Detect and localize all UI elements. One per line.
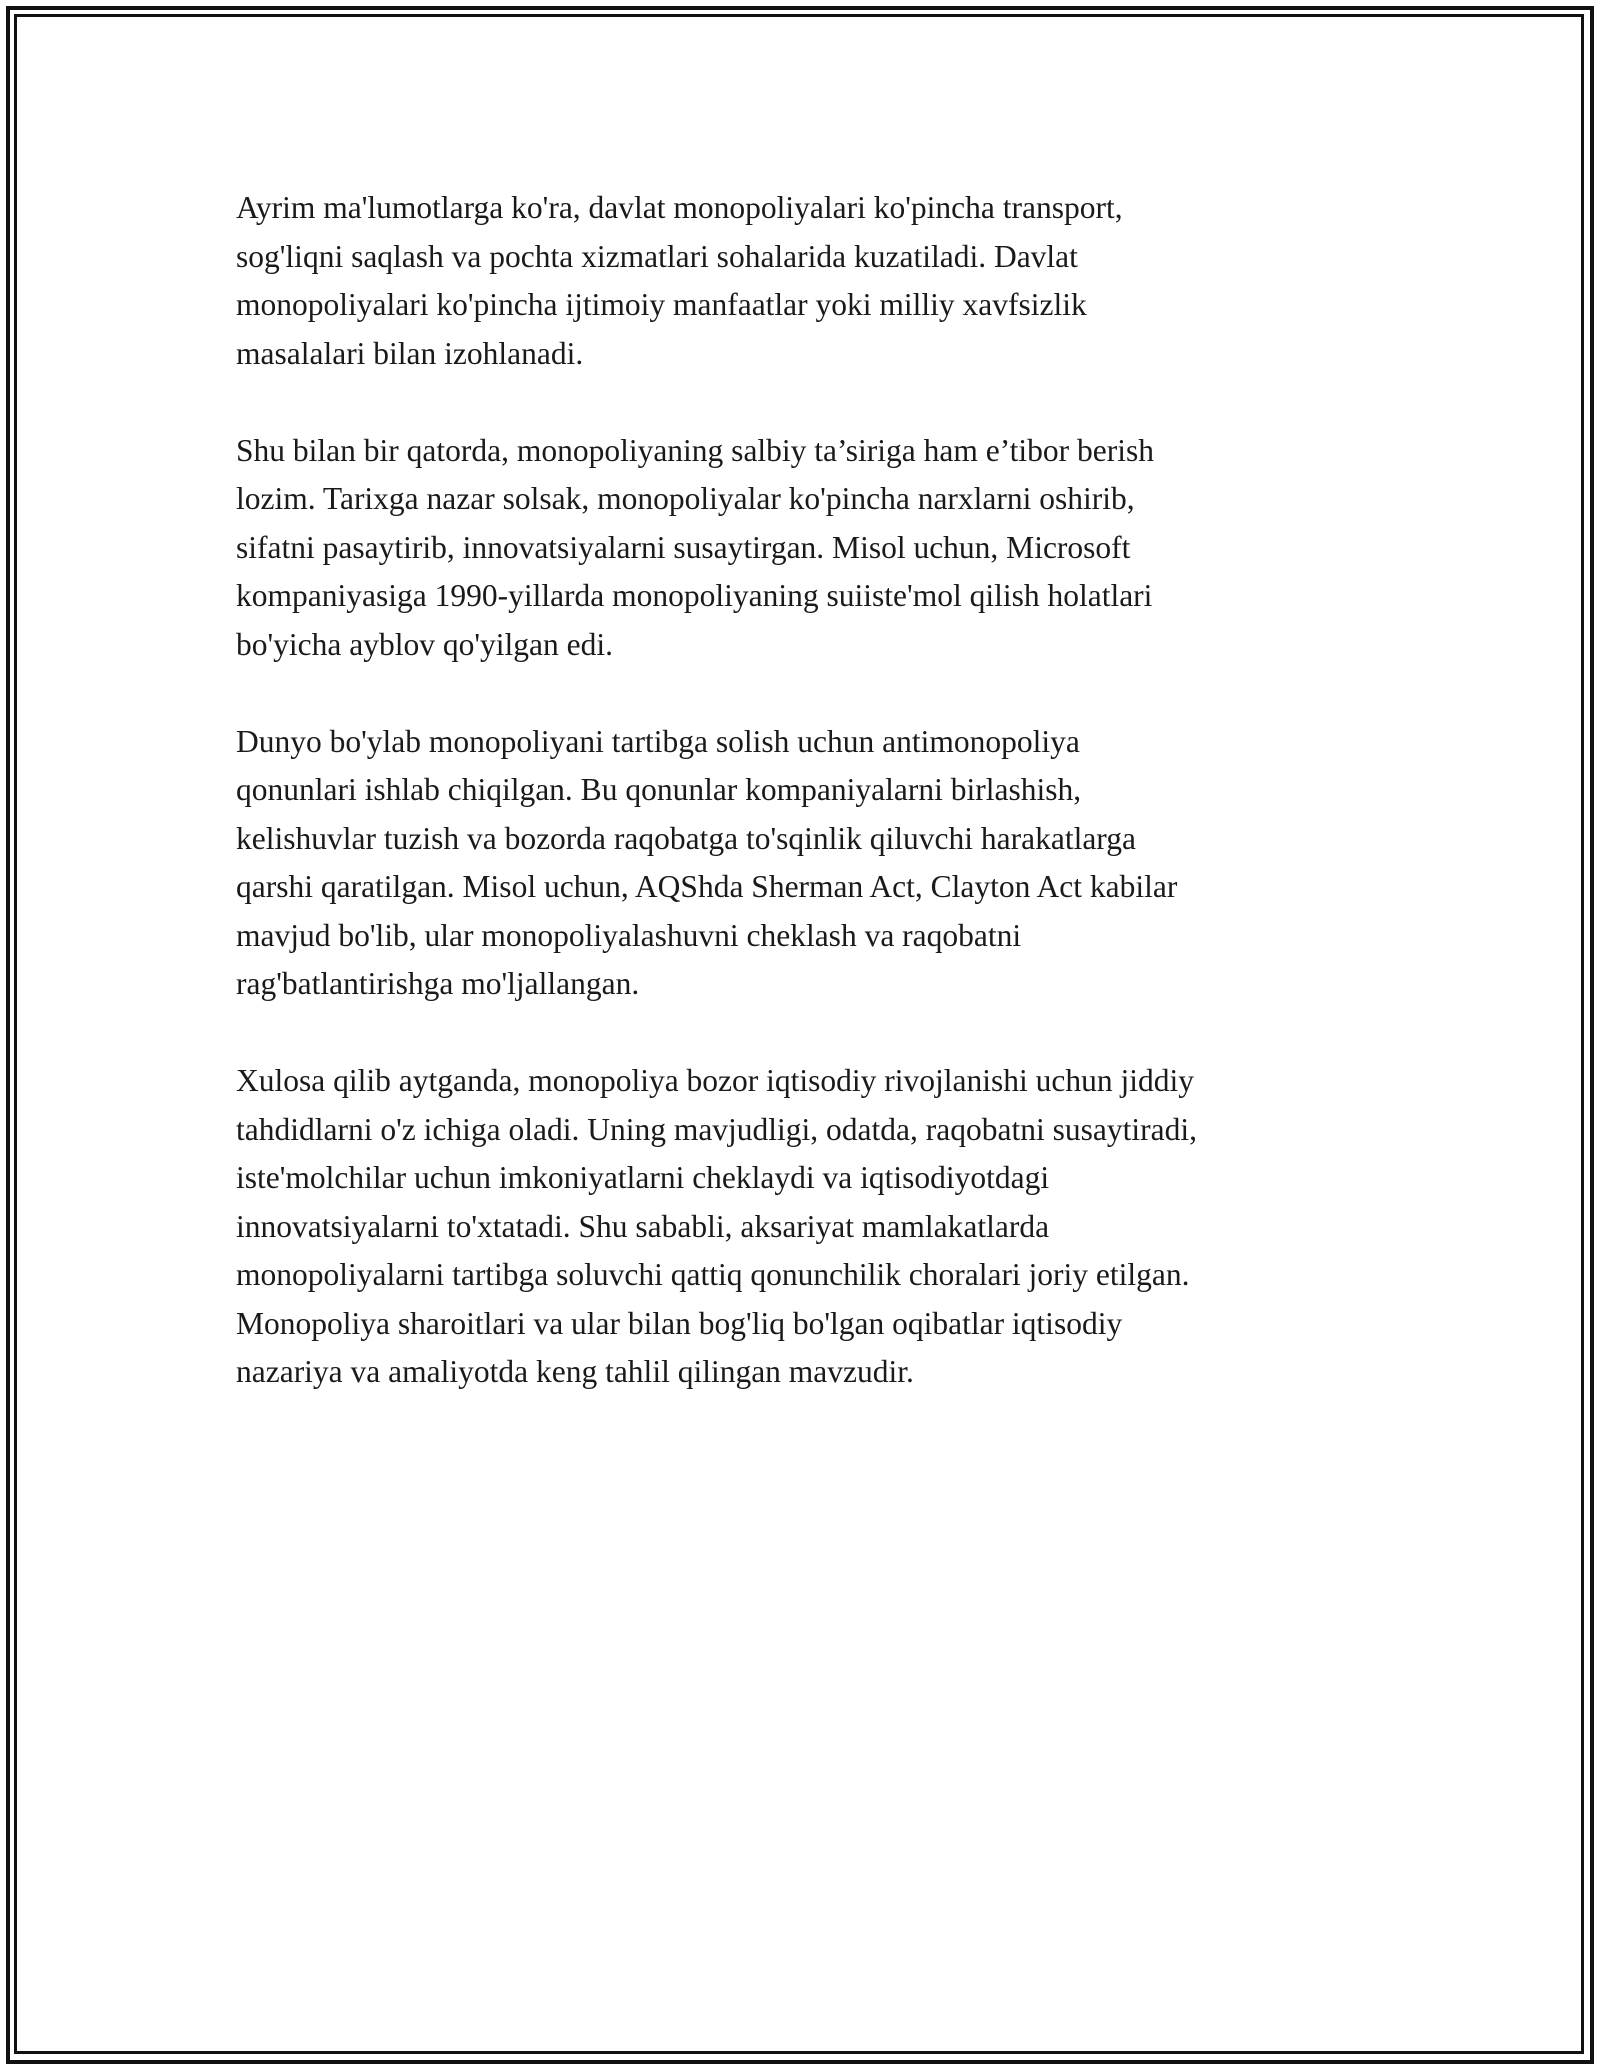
text-line: monopoliyalari ko'pincha ijtimoiy manfaatlar yoki milliy xavfsizlik	[236, 287, 1087, 322]
paragraph-2	[236, 427, 1376, 670]
paragraph-4	[236, 1057, 1376, 1397]
text-line: kelishuvlar tuzish va bozorda raqobatga to'sqinlik qiluvchi harakatlarga	[236, 820, 1136, 856]
text-line: mavjud bo'lib, ular monopoliyalashuvni cheklash va raqobatni	[236, 917, 1022, 953]
text-line: qarshi qaratilgan. Misol uchun, AQShda Sherman Act, Clayton Act kabilar	[236, 869, 1178, 904]
text-line: innovatsiyalarni to'xtatadi. Shu sababli, aksariyat mamlakatlarda	[236, 1208, 1050, 1244]
text-line: lozim. Tarixga nazar solsak, monopoliyalar ko'pincha narxlarni oshirib,	[236, 481, 1135, 516]
text-line: qonunlari ishlab chiqilgan. Bu qonunlar kompaniyalarni birlashish,	[236, 772, 1082, 807]
paragraph-3	[236, 718, 1376, 1009]
document-body	[236, 184, 1376, 1445]
text-line: masalalari bilan izohlanadi.	[236, 335, 584, 371]
text-line: nazariya va amaliyotda keng tahlil qilingan mavzudir.	[236, 1354, 914, 1389]
text-line: monopoliyalarni tartibga soluvchi qattiq qonunchilik choralari joriy etilgan.	[236, 1257, 1190, 1292]
text-line: bo'yicha ayblov qo'yilgan edi.	[236, 626, 614, 662]
text-line: Monopoliya sharoitlari va ular bilan bog'liq bo'lgan oqibatlar iqtisodiy	[236, 1305, 1123, 1341]
text-line: Ayrim ma'lumotlarga ko'ra, davlat monopoliyalari ko'pincha transport,	[236, 190, 1123, 225]
text-line: sog'liqni saqlash va pochta xizmatlari sohalarida kuzatiladi. Davlat	[236, 238, 1078, 274]
text-line: kompaniyasiga 1990-yillarda monopoliyaning suiiste'mol qilish holatlari	[236, 578, 1153, 613]
text-line: Dunyo bo'ylab monopoliyani tartibga solish uchun antimonopoliya	[236, 723, 1080, 759]
text-line: Shu bilan bir qatorda, monopoliyaning salbiy ta’siriga ham e’tibor berish	[236, 432, 1155, 468]
text-line: rag'batlantirishga mo'ljallangan.	[236, 966, 640, 1001]
text-line: tahdidlarni o'z ichiga oladi. Uning mavjudligi, odatda, raqobatni susaytiradi,	[236, 1111, 1197, 1147]
text-line: sifatni pasaytirib, innovatsiyalarni susaytirgan. Misol uchun, Microsoft	[236, 529, 1131, 565]
text-line: iste'molchilar uchun imkoniyatlarni cheklaydi va iqtisodiyotdagi	[236, 1160, 1050, 1195]
text-line: Xulosa qilib aytganda, monopoliya bozor iqtisodiy rivojlanishi uchun jiddiy	[236, 1063, 1195, 1098]
paragraph-1	[236, 184, 1376, 378]
